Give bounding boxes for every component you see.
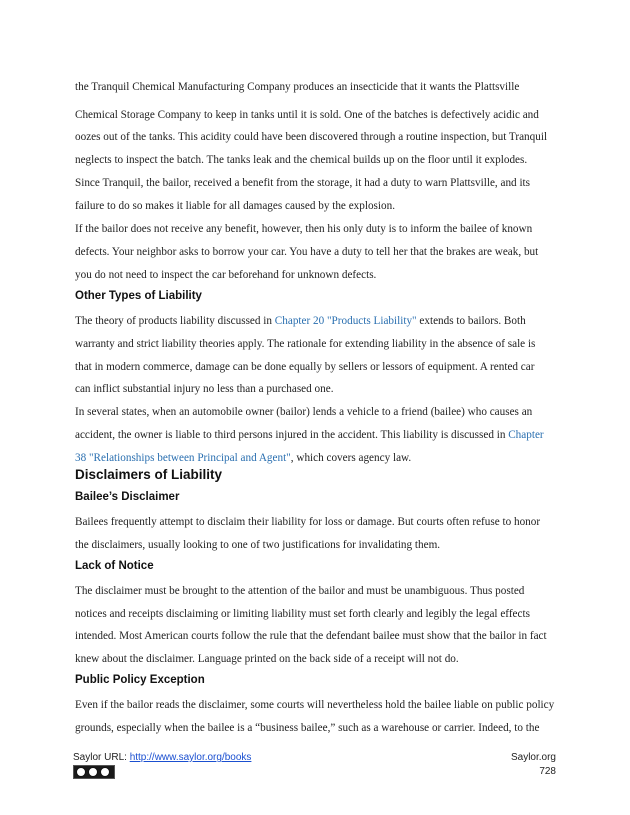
body-line: Since Tranquil, the bailor, received a benefit from the storage, it had a duty to warn Plattsville, and its	[75, 177, 531, 189]
footer-label: Saylor URL:	[73, 752, 130, 763]
body-line: can inflict substantial injury no less than a purchased one.	[75, 383, 334, 395]
body-line: The disclaimer must be brought to the attention of the bailor and must be unambiguous. Thus posted	[75, 585, 525, 597]
body-line: you do not need to inspect the car beforehand for unknown defects.	[75, 269, 377, 281]
body-text: extends to bailors. Both	[416, 315, 526, 327]
heading-lack-of-notice: Lack of Notice	[75, 560, 154, 572]
by-circle-icon	[88, 767, 98, 777]
cc-circle-icon	[76, 767, 86, 777]
chapter-38-link[interactable]: Chapter	[508, 429, 544, 441]
heading-other-types-of-liability: Other Types of Liability	[75, 290, 202, 302]
heading-public-policy-exception: Public Policy Exception	[75, 674, 205, 686]
body-line: failure to do so makes it liable for all damages caused by the explosion.	[75, 200, 395, 212]
body-line	[75, 314, 526, 328]
body-line: knew about the disclaimer. Language printed on the back side of a receipt will not do.	[75, 653, 459, 665]
body-line: defects. Your neighbor asks to borrow your car. You have a duty to tell her that the brakes are weak, but	[75, 246, 539, 258]
body-line: oozes out of the tanks. This acidity could have been discovered through a routine inspection, but Tranquil	[75, 131, 548, 143]
chapter-20-link[interactable]: Chapter 20 "Products Liability"	[274, 315, 417, 327]
body-line: notices and receipts disclaiming or limiting liability must set forth clearly and legibly the legal effects	[75, 608, 530, 620]
chapter-38-link-continued[interactable]: 38 "Relationships between Principal and Agent"	[75, 452, 291, 464]
body-line: In several states, when an automobile owner (bailor) lends a vehicle to a friend (bailee) who causes an	[75, 406, 533, 418]
body-text: accident, the owner is liable to third persons injured in the accident. This liability is discussed in	[75, 429, 509, 441]
body-line: neglects to inspect the batch. The tanks leak and the chemical builds up on the floor until it explodes.	[75, 154, 528, 166]
body-line: Chemical Storage Company to keep in tanks until it is sold. One of the batches is defectively acidic and	[75, 109, 539, 121]
creative-commons-badge-icon	[73, 765, 115, 779]
body-line: grounds, especially when the bailee is a “business bailee,” such as a warehouse or carrier. Indeed, to the	[75, 722, 540, 734]
nc-circle-icon	[100, 767, 110, 777]
body-line: that in modern commerce, damage can be done equally by sellers or lessors of equipment. A rented car	[75, 361, 535, 373]
body-line: Even if the bailor reads the disclaimer, some courts will nevertheless hold the bailee liable on public policy	[75, 699, 555, 711]
saylor-books-link[interactable]: http://www.saylor.org/books	[129, 752, 252, 763]
body-line: Bailees frequently attempt to disclaim their liability for loss or damage. But courts often refuse to honor	[75, 516, 541, 528]
body-line: the Tranquil Chemical Manufacturing Company produces an insecticide that it wants the Plattsville	[75, 81, 520, 93]
footer-saylor-url	[73, 752, 251, 764]
body-line: the disclaimers, usually looking to one of two justifications for invalidating them.	[75, 539, 441, 551]
page-number: 728	[539, 766, 556, 777]
body-line: If the bailor does not receive any benefit, however, then his only duty is to inform the bailee of known	[75, 223, 533, 235]
heading-bailees-disclaimer: Bailee’s Disclaimer	[75, 491, 180, 503]
body-line: warranty and strict liability theories apply. The rationale for extending liability in the absence of sale is	[75, 338, 536, 350]
footer-site: Saylor.org	[510, 752, 556, 763]
body-line	[75, 428, 544, 442]
body-text: , which covers agency law.	[290, 452, 412, 464]
body-line	[75, 451, 411, 465]
body-text: The theory of products liability discussed in	[75, 315, 275, 327]
body-line: intended. Most American courts follow the rule that the defendant bailee must show that the bailor in fact	[75, 630, 547, 642]
heading-disclaimers-of-liability: Disclaimers of Liability	[75, 467, 223, 482]
